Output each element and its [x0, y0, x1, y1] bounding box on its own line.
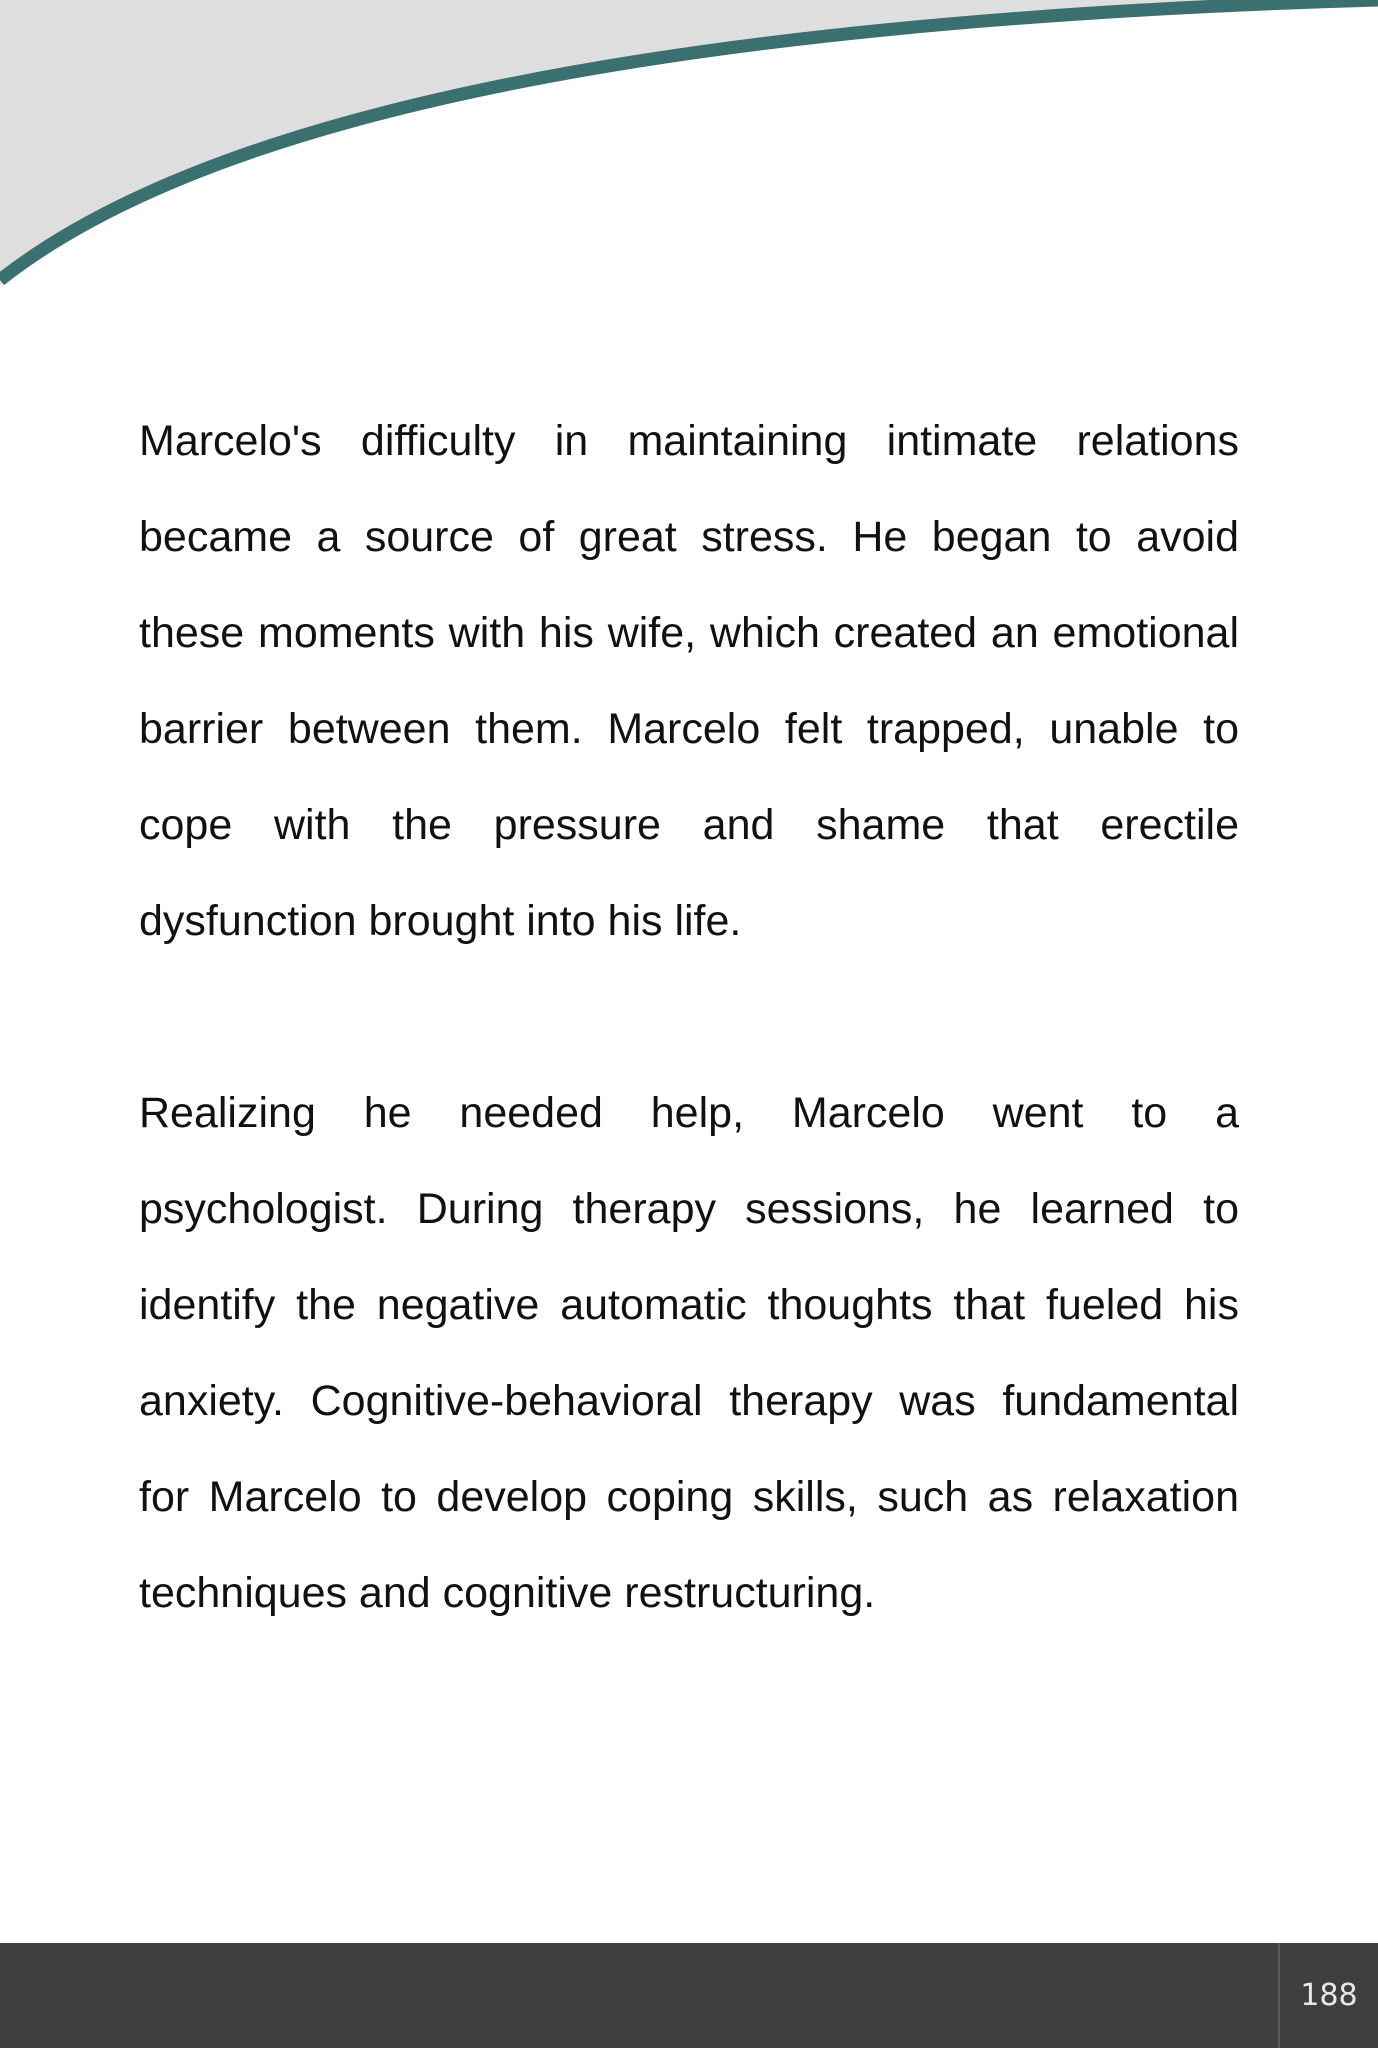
header-gray-fill: [0, 0, 1378, 285]
page-body: [139, 393, 1239, 1641]
footer-bar: [0, 1943, 1378, 2048]
header-swoosh-decoration: [0, 0, 1378, 300]
page-number: 188: [1278, 1943, 1378, 2048]
paragraph-1: Marcelo's difficulty in maintaining intimate relations became a source of great stress. He began to avoid these moments with his wife, which created an emotional barrier between them. Marcelo felt trapped, unable to cope with the pressure and shame that erectile dysfunction brought into his life.: [139, 417, 1239, 945]
paragraph-2: Realizing he needed help, Marcelo went to a psychologist. During therapy sessions, he learned to identify the negative automatic thoughts that fueled his anxiety. Cognitive-behavioral therapy was fundamental for Marcelo to develop coping skills, such as relaxation techniques and cognitive restructuring.: [139, 1089, 1239, 1617]
